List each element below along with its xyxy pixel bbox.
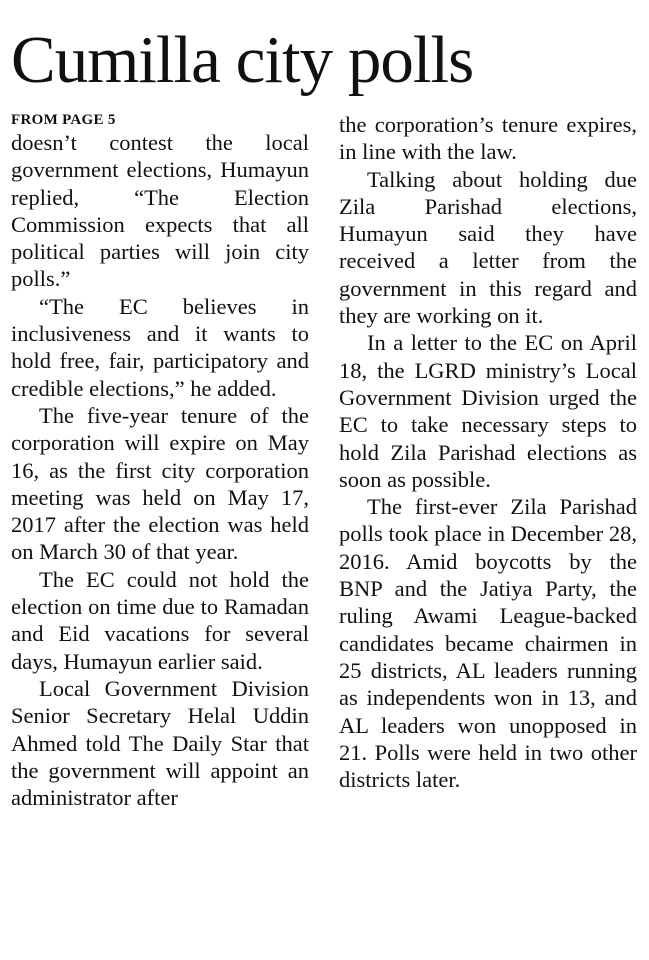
paragraph: The first-ever Zila Parishad polls took place in December 28, 2016. Amid boycotts by the BNP and the Jatiya Party, the ruling Awami League-backed candidates became chairmen in 25 districts, AL leaders running as independents won in 13, and AL leaders won unopposed in 21. Polls were held in two other districts later.	[339, 494, 637, 793]
paragraph: the corporation’s tenure expires, in line with the law.	[339, 112, 637, 165]
dateline: FROM PAGE 5	[11, 112, 116, 128]
paragraph: Local Government Division Senior Secretary Helal Uddin Ahmed told The Daily Star that the government will appoint an administrator after	[11, 675, 309, 811]
paragraph: The EC could not hold the election on time due to Ramadan and Eid vacations for several days, Humayun earlier said.	[11, 566, 309, 674]
headline: Cumilla city polls	[11, 23, 474, 97]
right-column	[339, 111, 637, 793]
paragraph: In a letter to the EC on April 18, the LGRD ministry’s Local Government Division urged the EC to take necessary steps to hold Zila Parishad elections as soon as possible.	[339, 330, 637, 492]
left-column	[11, 111, 309, 811]
paragraph: The five-year tenure of the corporation will expire on May 16, as the first city corporation meeting was held on May 17, 2017 after the election was held on March 30 of that year.	[11, 402, 309, 565]
paragraph: doesn’t contest the local government elections, Humayun replied, “The Election Commission expects that all political parties will join city polls.”	[11, 130, 309, 292]
paragraph: Talking about holding due Zila Parishad elections, Humayun said they have received a letter from the government in this regard and they are working on it.	[339, 166, 637, 329]
paragraph: “The EC believes in inclusiveness and it wants to hold free, fair, participatory and credible elections,” he added.	[11, 293, 309, 401]
